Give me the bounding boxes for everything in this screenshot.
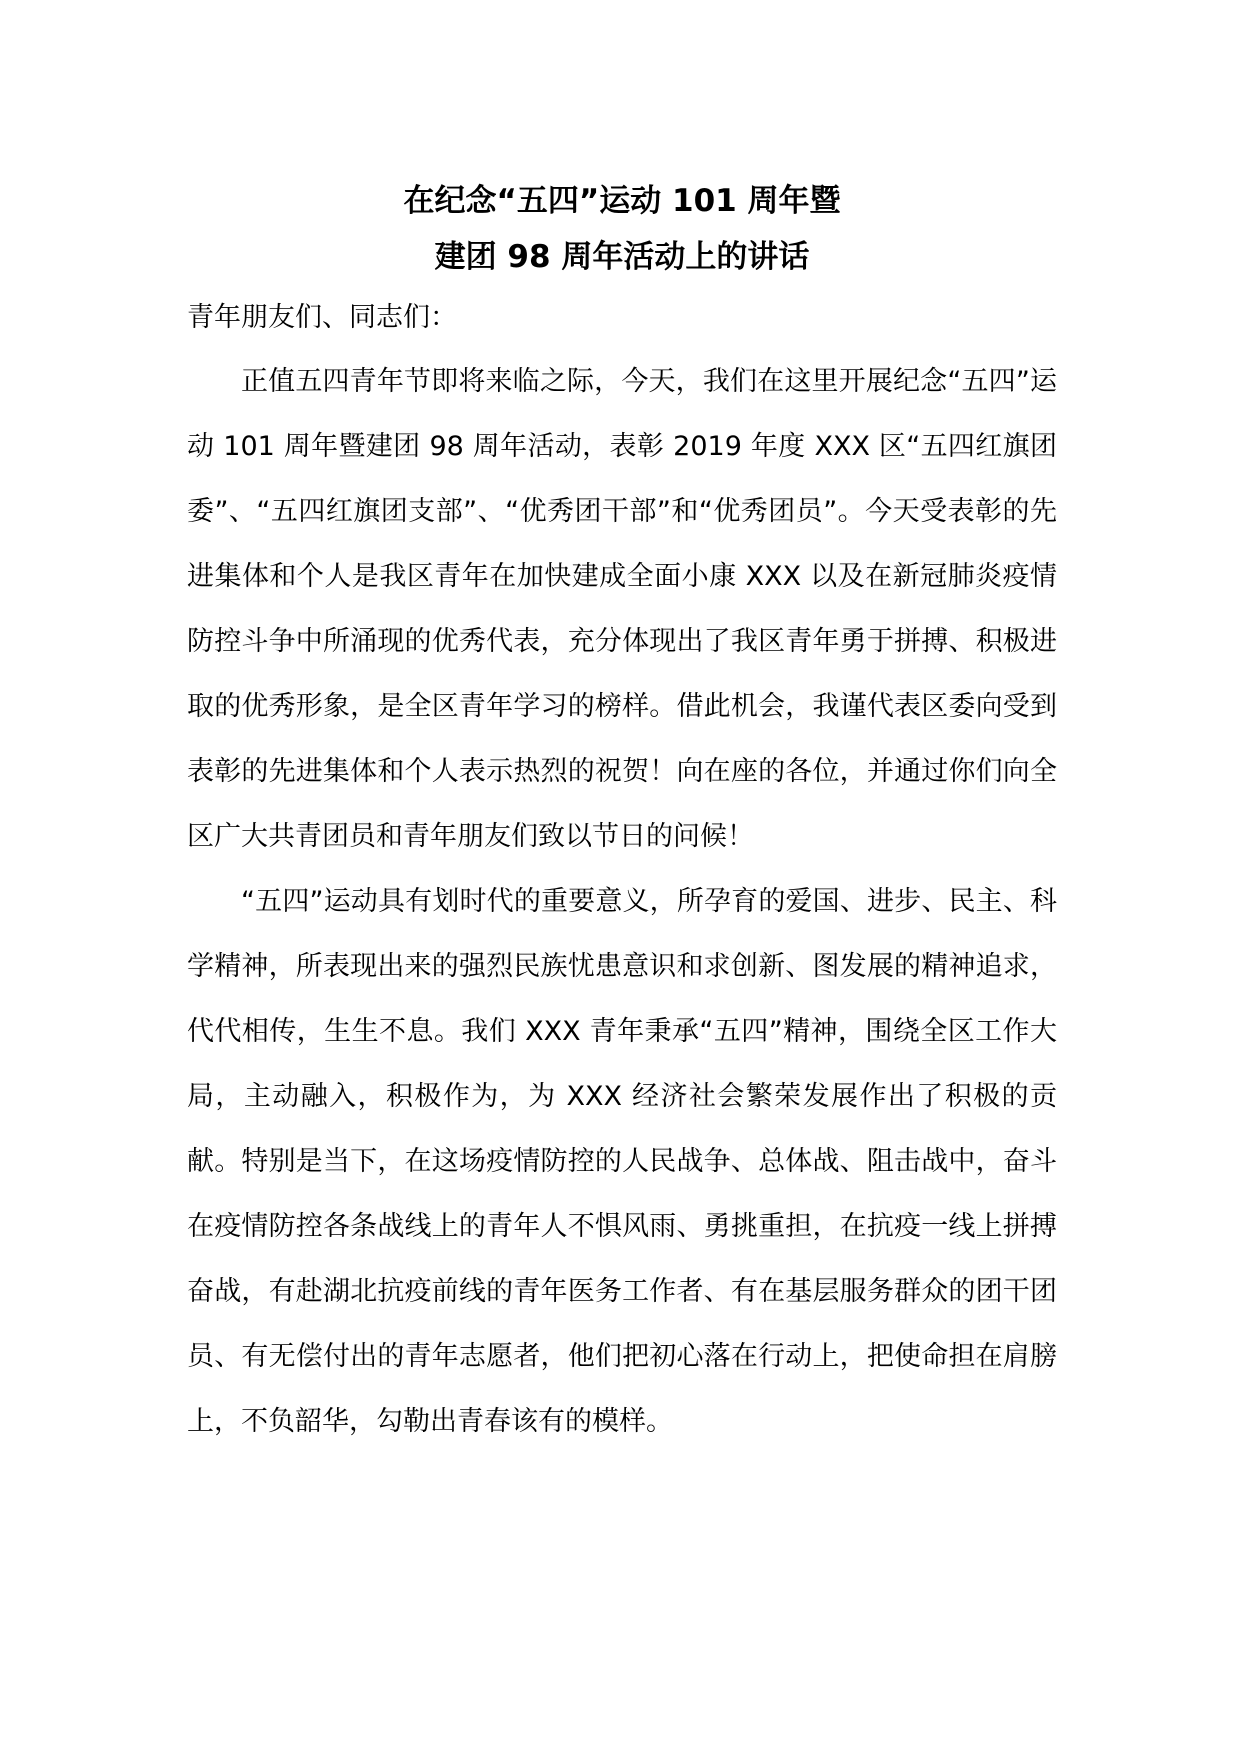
salutation: 青年朋友们、同志们： (187, 302, 457, 333)
title-line-2: 建团 98 周年活动上的讲话 (434, 239, 810, 275)
paragraph-2: “五四”运动具有划时代的重要意义，所孕育的爱国、进步、民主、科学精神，所表现出来的强烈民族忧患意识和求创新、图发展的精神追求，代代相传，生生不息。我们 XXX 青年秉承“五四”精神，围绕全区工作大局，主动融入，积极作为，为 XXX 经济社会繁荣发展作出了积极的贡献。特别是当下，在这场疫情防控的人民战争、总体战、阻击战中，奋斗在疫情防控各条战线上的青年人不惧风雨、勇挑重担，在抗疫一线上拼搏奋战，有赴湖北抗疫前线的青年医务工作者、有在基层服务群众的团干团员、有无偿付出的青年志愿者，他们把初心落在行动上，把使命担在肩膀上，不负韶华，勾勒出青春该有的模样。 (187, 886, 1057, 1437)
paragraph-1: 正值五四青年节即将来临之际，今天，我们在这里开展纪念“五四”运动 101 周年暨建团 98 周年活动，表彰 2019 年度 XXX 区“五四红旗团委”、“五四红旗团支部”、“优秀团干部”和“优秀团员”。今天受表彰的先进集体和个人是我区青年在加快建成全面小康 XXX 以及在新冠肺炎疫情防控斗争中所涌现的优秀代表，充分体现出了我区青年勇于拼搏、积极进取的优秀形象，是全区青年学习的榜样。借此机会，我谨代表区委向受到表彰的先进集体和个人表示热烈的祝贺！向在座的各位，并通过你们向全区广大共青团员和青年朋友们致以节日的问候！ (187, 366, 1057, 852)
document-title (187, 173, 1057, 285)
title-line-1: 在纪念“五四”运动 101 周年暨 (403, 183, 841, 219)
document-page (187, 173, 1057, 1454)
